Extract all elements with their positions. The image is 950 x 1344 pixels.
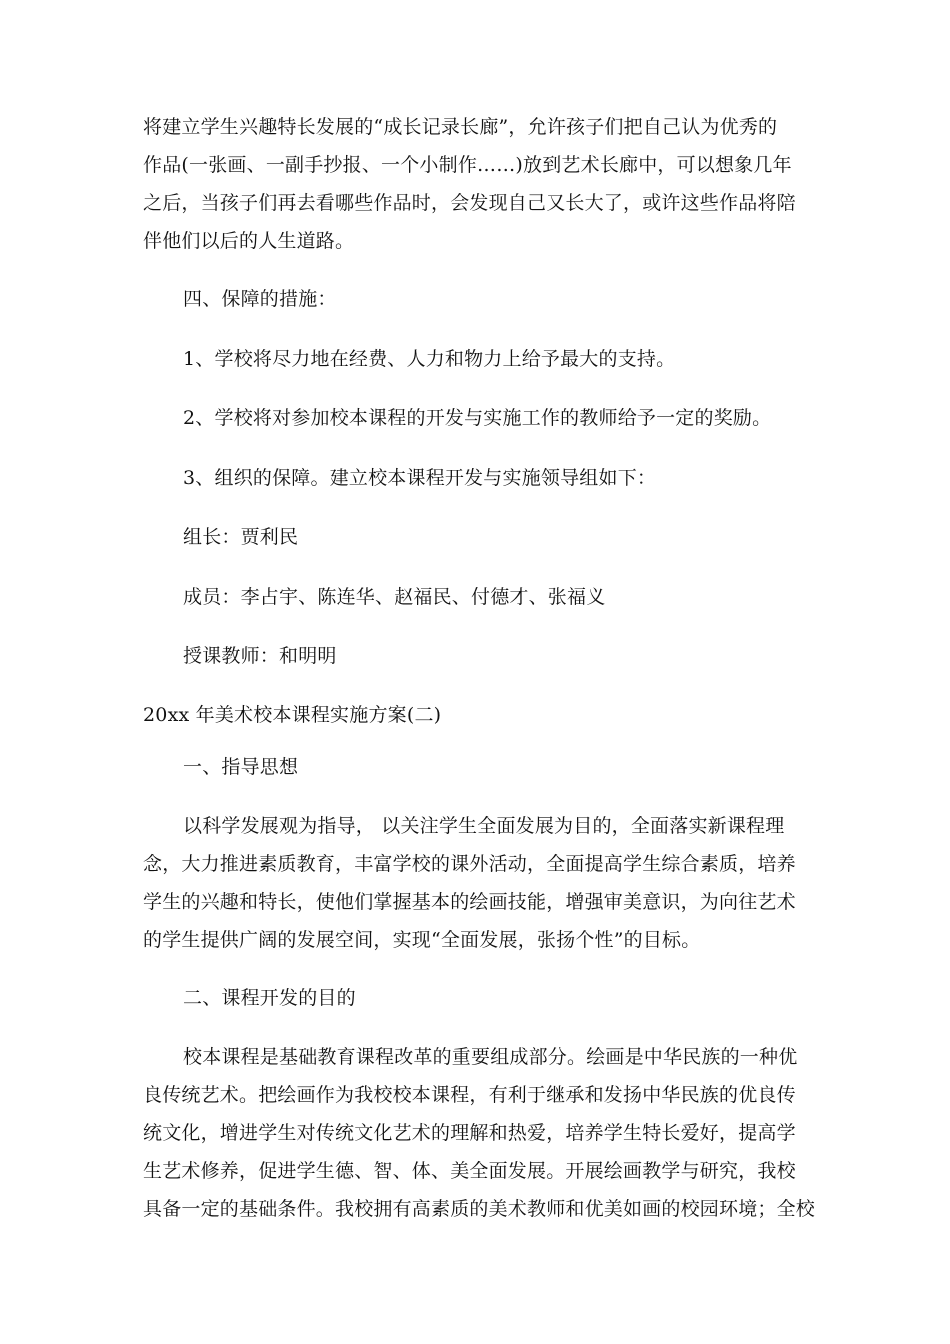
leader-line: 组长：贾利民 [183, 526, 299, 548]
paragraph-line: 学生的兴趣和特长，使他们掌握基本的绘画技能，增强审美意识，为向往艺术 [143, 891, 796, 913]
paragraph-line: 念，大力推进素质教育，丰富学校的课外活动，全面提高学生综合素质，培养 [143, 853, 796, 875]
paragraph-line: 以科学发展观为指导， 以关注学生全面发展为目的，全面落实新课程理 [183, 815, 785, 837]
members-line: 成员：李占宇、陈连华、赵福民、付德才、张福义 [183, 586, 606, 608]
plan-title: 20xx 年美术校本课程实施方案(二) [143, 704, 442, 726]
paragraph-line: 的学生提供广阔的发展空间，实现“全面发展，张扬个性”的目标。 [143, 929, 701, 951]
section-heading: 四、保障的措施： [183, 288, 337, 310]
section-heading: 一、指导思想 [183, 756, 299, 778]
paragraph-line: 校本课程是基础教育课程改革的重要组成部分。绘画是中华民族的一种优 [183, 1046, 798, 1068]
list-item: 3、组织的保障。建立校本课程开发与实施领导组如下： [183, 467, 657, 489]
list-item: 2、学校将对参加校本课程的开发与实施工作的教师给予一定的奖励。 [183, 407, 772, 429]
paragraph-line: 之后，当孩子们再去看哪些作品时，会发现自己又长大了，或许这些作品将陪 [143, 192, 796, 214]
paragraph-line: 伴他们以后的人生道路。 [143, 230, 355, 252]
paragraph-line: 将建立学生兴趣特长发展的“成长记录长廊”，允许孩子们把自己认为优秀的 [143, 116, 778, 138]
paragraph-line: 作品(一张画、一副手抄报、一个小制作……)放到艺术长廊中，可以想象几年 [143, 154, 792, 176]
paragraph-line: 良传统艺术。把绘画作为我校校本课程，有利于继承和发扬中华民族的优良传 [143, 1084, 796, 1106]
teacher-line: 授课教师：和明明 [183, 645, 337, 667]
paragraph-line: 具备一定的基础条件。我校拥有高素质的美术教师和优美如画的校园环境；全校 [143, 1198, 816, 1220]
section-heading: 二、课程开发的目的 [183, 987, 356, 1009]
paragraph-line: 生艺术修养，促进学生德、智、体、美全面发展。开展绘画教学与研究，我校 [143, 1160, 796, 1182]
list-item: 1、学校将尽力地在经费、人力和物力上给予最大的支持。 [183, 348, 676, 370]
paragraph-line: 统文化，增进学生对传统文化艺术的理解和热爱，培养学生特长爱好，提高学 [143, 1122, 796, 1144]
